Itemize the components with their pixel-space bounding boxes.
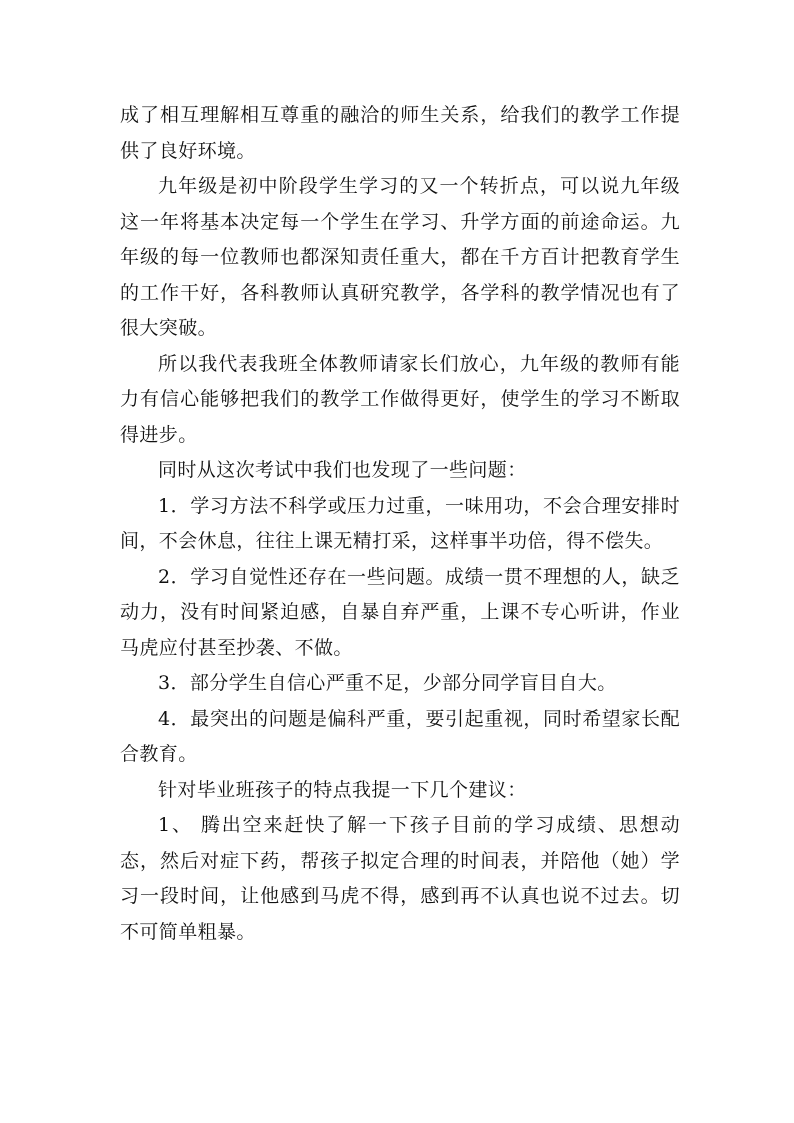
list-item: 1、 腾出空来赶快了解一下孩子目前的学习成绩、思想动态，然后对症下药，帮孩子拟定合理的时间表，并陪他（她）学习一段时间，让他感到马虎不得，感到再不认真也说不过去。切不可简单粗暴。 <box>120 814 680 943</box>
paragraph: 针对毕业班孩子的特点我提一下几个建议： <box>158 778 527 801</box>
paragraph: 同时从这次考试中我们也发现了一些问题： <box>158 459 527 481</box>
list-item: 4．最突出的问题是偏科严重，要引起重视，同时希望家长配合教育。 <box>120 707 680 765</box>
paragraph: 成了相互理解相互尊重的融洽的师生关系，给我们的教学工作提供了良好环境。 <box>120 104 680 162</box>
document-body <box>120 98 680 950</box>
list-item: 1．学习方法不科学或压力过重，一味用功，不会合理安排时间，不会休息，往往上课无精打采，这样事半功倍，得不偿失。 <box>120 494 680 552</box>
paragraph: 九年级是初中阶段学生学习的又一个转折点，可以说九年级这一年将基本决定每一个学生在学习、升学方面的前途命运。九年级的每一位教师也都深知责任重大，都在千方百计把教育学生的工作干好，各科教师认真研究教学，各学科的教学情况也有了很大突破。 <box>120 175 680 339</box>
list-item: 2．学习自觉性还存在一些问题。成绩一贯不理想的人，缺乏动力，没有时间紧迫感，自暴自弃严重，上课不专心听讲，作业马虎应付甚至抄袭、不做。 <box>120 565 680 659</box>
paragraph: 所以我代表我班全体教师请家长们放心，九年级的教师有能力有信心能够把我们的教学工作做得更好，使学生的学习不断取得进步。 <box>120 352 680 446</box>
list-item: 3．部分学生自信心严重不足，少部分同学盲目自大。 <box>158 672 617 694</box>
